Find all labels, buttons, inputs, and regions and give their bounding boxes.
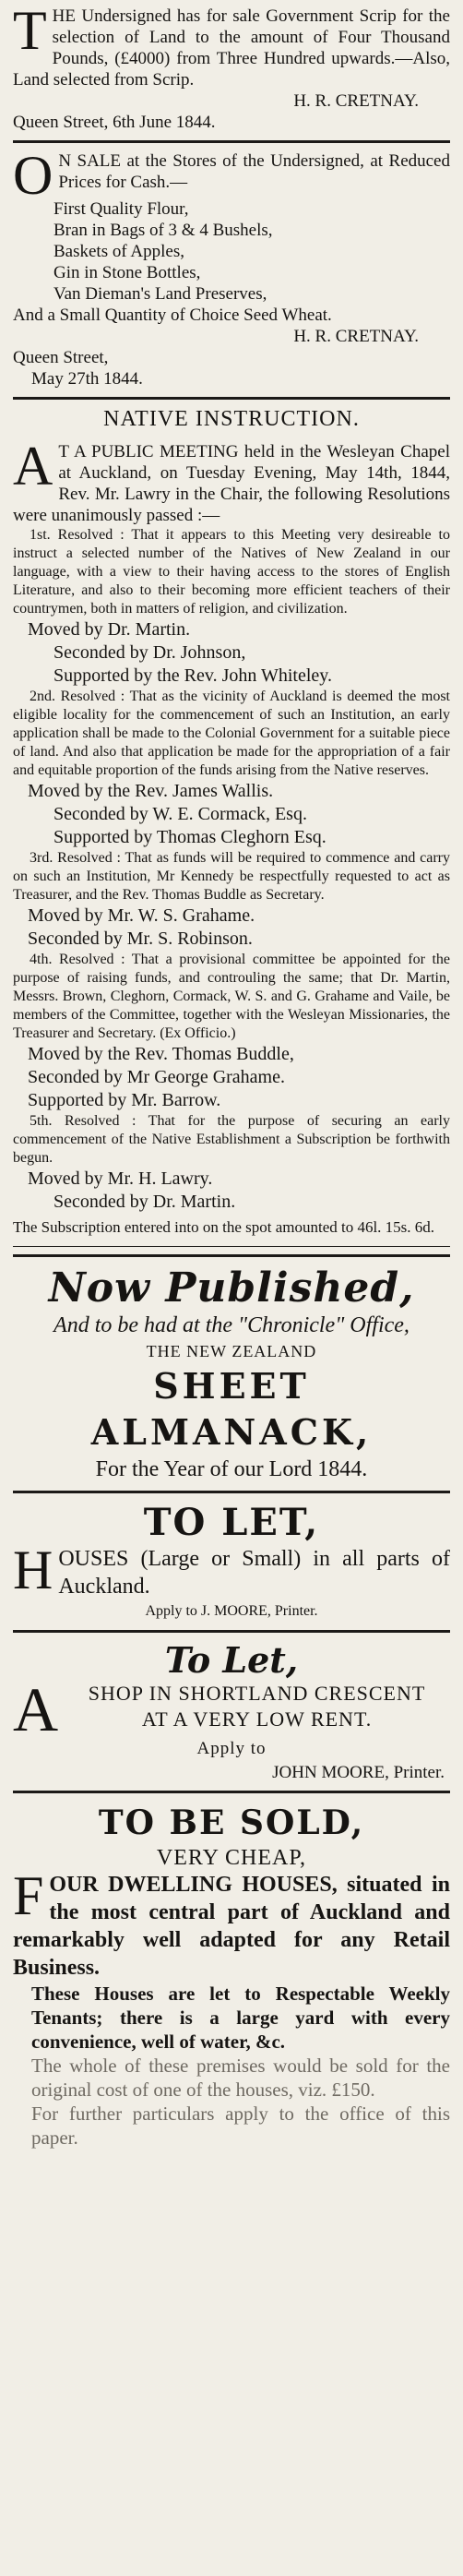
- divider: [13, 397, 450, 400]
- to-let-shop-apply: Apply to: [196, 1739, 267, 1758]
- to-let-body: [13, 1545, 450, 1600]
- divider: [13, 140, 450, 143]
- native-intro-text: T A PUBLIC MEETING held in the Wesleyan Chapel at Auckland, on Tuesday Evening, May 14th, 1844, Rev. Mr. Lawry in the Chair, the following Resolutions were unanimously passed :—: [13, 442, 450, 525]
- divider: [13, 1791, 450, 1793]
- sold-text: OUR DWELLING HOUSES, situated in the most central part of Auckland and remarkably well adapted for any Retail Business.: [13, 1873, 450, 1980]
- resolution-supported: Supported by Thomas Cleghorn Esq.: [53, 827, 326, 847]
- native-dropcap: A: [13, 441, 53, 497]
- divider: [13, 1491, 450, 1493]
- to-let-shop-line1: SHOP IN SHORTLAND CRESCENT: [88, 1682, 426, 1705]
- ad-to-be-sold: [13, 1801, 450, 2150]
- sold-tenants: These Houses are let to Respectable Weekly Tenants; there is a large yard with every convenience, well of water, &c.: [31, 1983, 450, 2053]
- ad-sale-item: Baskets of Apples,: [53, 242, 184, 261]
- ad-sale-signature: H. R. CRETNAY.: [293, 327, 419, 346]
- ad-sale-dropcap: O: [13, 150, 53, 198]
- ad-sale-item: First Quality Flour,: [53, 199, 189, 219]
- to-let-shop-printer: JOHN MOORE, Printer.: [272, 1763, 445, 1782]
- ad-almanack: [13, 1265, 450, 1483]
- ad-government-scrip: [13, 6, 450, 133]
- ad-to-let-shop: [13, 1640, 450, 1783]
- to-let-text: OUSES (Large or Small) in all parts of Auckland.: [58, 1547, 450, 1599]
- ad-sale-item: Gin in Stone Bottles,: [53, 263, 201, 282]
- native-heading: NATIVE INSTRUCTION.: [103, 407, 360, 431]
- resolution-moved: Moved by the Rev. Thomas Buddle,: [28, 1044, 294, 1064]
- ad-scrip-text: HE Undersigned has for sale Government Scrip for the selection of Land to the amount of Four Thousand Pounds, (£4000) from Three Hundred upwards.—Also, Land selected from Scrip.: [13, 6, 450, 90]
- ad-sale-item: Bran in Bags of 3 & 4 Bushels,: [53, 221, 273, 240]
- ad-sale-last-item: And a Small Quantity of Choice Seed Wheat.: [13, 306, 332, 325]
- to-let-dropcap: H: [13, 1545, 53, 1600]
- almanack-nz: THE NEW ZEALAND: [146, 1342, 317, 1360]
- ad-sale-date: May 27th 1844.: [31, 369, 143, 389]
- native-subscription: The Subscription entered into on the spot amounted to 46l. 15s. 6d.: [13, 1218, 435, 1236]
- ad-on-sale: [13, 150, 450, 389]
- almanack-year: For the Year of our Lord 1844.: [95, 1457, 368, 1481]
- sold-subhead: VERY CHEAP,: [156, 1846, 307, 1870]
- resolution-text: 5th. Resolved : That for the purpose of securing an early commencement of the Native Establishment a Subscription be forthwith begun.: [13, 1113, 450, 1166]
- resolution-text: 1st. Resolved : That it appears to this Meeting very desireable to instruct a selected number of the Natives of New Zealand in our language, with a view to their having access to the stores of English Literature, and also to their becoming more efficient teachers of their countrymen, both in matters of religion, and civilization.: [13, 527, 450, 617]
- resolution-supported: Supported by the Rev. John Whiteley.: [53, 665, 332, 686]
- resolution-seconded: Seconded by Mr. S. Robinson.: [28, 929, 253, 949]
- ad-scrip-dropcap: T: [13, 6, 47, 61]
- to-let-apply: Apply to J. MOORE, Printer.: [145, 1603, 318, 1619]
- almanack-headline: Now Published,: [48, 1264, 415, 1312]
- ad-sale-intro-text: N SALE at the Stores of the Undersigned, at Reduced Prices for Cash.—: [58, 151, 450, 192]
- ad-sale-item: Van Dieman's Land Preserves,: [53, 284, 267, 304]
- to-let-shop-line2: AT A VERY LOW RENT.: [141, 1707, 373, 1731]
- sold-whole: The whole of these premises would be sold for the original cost of one of the houses, viz. £150.: [31, 2055, 450, 2101]
- divider: [13, 1246, 450, 1247]
- almanack-where: And to be had at the "Chronicle" Office,: [53, 1313, 410, 1337]
- double-divider: [13, 1246, 450, 1257]
- resolution-text: 4th. Resolved : That a provisional committee be appointed for the purpose of raising funds, and controuling the same; that Dr. Martin, Messrs. Brown, Cleghorn, Cormack, W. S. and G. Grahame and Vaile, be members of the Committee, together with the Wesleyan Missionaries, the Treasurer and Secretary. (Ex Officio.): [13, 952, 450, 1041]
- divider: [13, 1630, 450, 1633]
- resolution-seconded: Seconded by Mr George Grahame.: [28, 1067, 285, 1087]
- resolution-text: 2nd. Resolved : That as the vicinity of Auckland is deemed the most eligible locality for the commencement of such an Institution, an early application shall be made to the Colonial Government for a suitable piece of land. And also that application be made for the appropriation of a fair and equitable proportion of the funds arising from the Native reserves.: [13, 689, 450, 778]
- resolution-moved: Moved by Mr. H. Lawry.: [28, 1168, 213, 1189]
- ad-sale-place: Queen Street,: [13, 348, 109, 367]
- ad-to-let-houses: [13, 1501, 450, 1623]
- to-let-shop-body: [13, 1681, 450, 1736]
- to-let-shop-headline: To Let,: [164, 1639, 299, 1681]
- to-let-headline: TO LET,: [143, 1501, 320, 1544]
- resolution-seconded: Seconded by Dr. Martin.: [53, 1192, 236, 1212]
- resolution-supported: Supported by Mr. Barrow.: [28, 1090, 221, 1110]
- native-intro: [13, 441, 450, 526]
- resolution-moved: Moved by Mr. W. S. Grahame.: [28, 905, 255, 926]
- sold-headline: TO BE SOLD,: [98, 1803, 365, 1842]
- resolution-seconded: Seconded by Dr. Johnson,: [53, 642, 246, 663]
- resolution-moved: Moved by the Rev. James Wallis.: [28, 781, 274, 801]
- article-native-instruction: [13, 407, 450, 1238]
- ad-scrip-dateline: Queen Street, 6th June 1844.: [13, 113, 216, 132]
- to-let-shop-dropcap: A: [13, 1681, 59, 1736]
- resolution-moved: Moved by Dr. Martin.: [28, 619, 191, 640]
- ad-scrip-signature: H. R. CRETNAY.: [293, 91, 419, 111]
- ad-sale-intro: [13, 150, 450, 198]
- resolution-text: 3rd. Resolved : That as funds will be required to commence and carry on such an Institution, Mr Kennedy be respectfully requested to act as Treasurer, and the Rev. Thomas Buddle as Secretary.: [13, 850, 450, 903]
- sold-dropcap: F: [13, 1871, 44, 1926]
- resolution-seconded: Seconded by W. E. Cormack, Esq.: [53, 804, 307, 824]
- sold-further: For further particulars apply to the office of this paper.: [31, 2103, 450, 2149]
- sold-body: [13, 1871, 450, 1982]
- almanack-title: SHEET ALMANACK,: [90, 1365, 373, 1453]
- divider: [13, 1254, 450, 1257]
- ad-scrip-body: [13, 6, 450, 90]
